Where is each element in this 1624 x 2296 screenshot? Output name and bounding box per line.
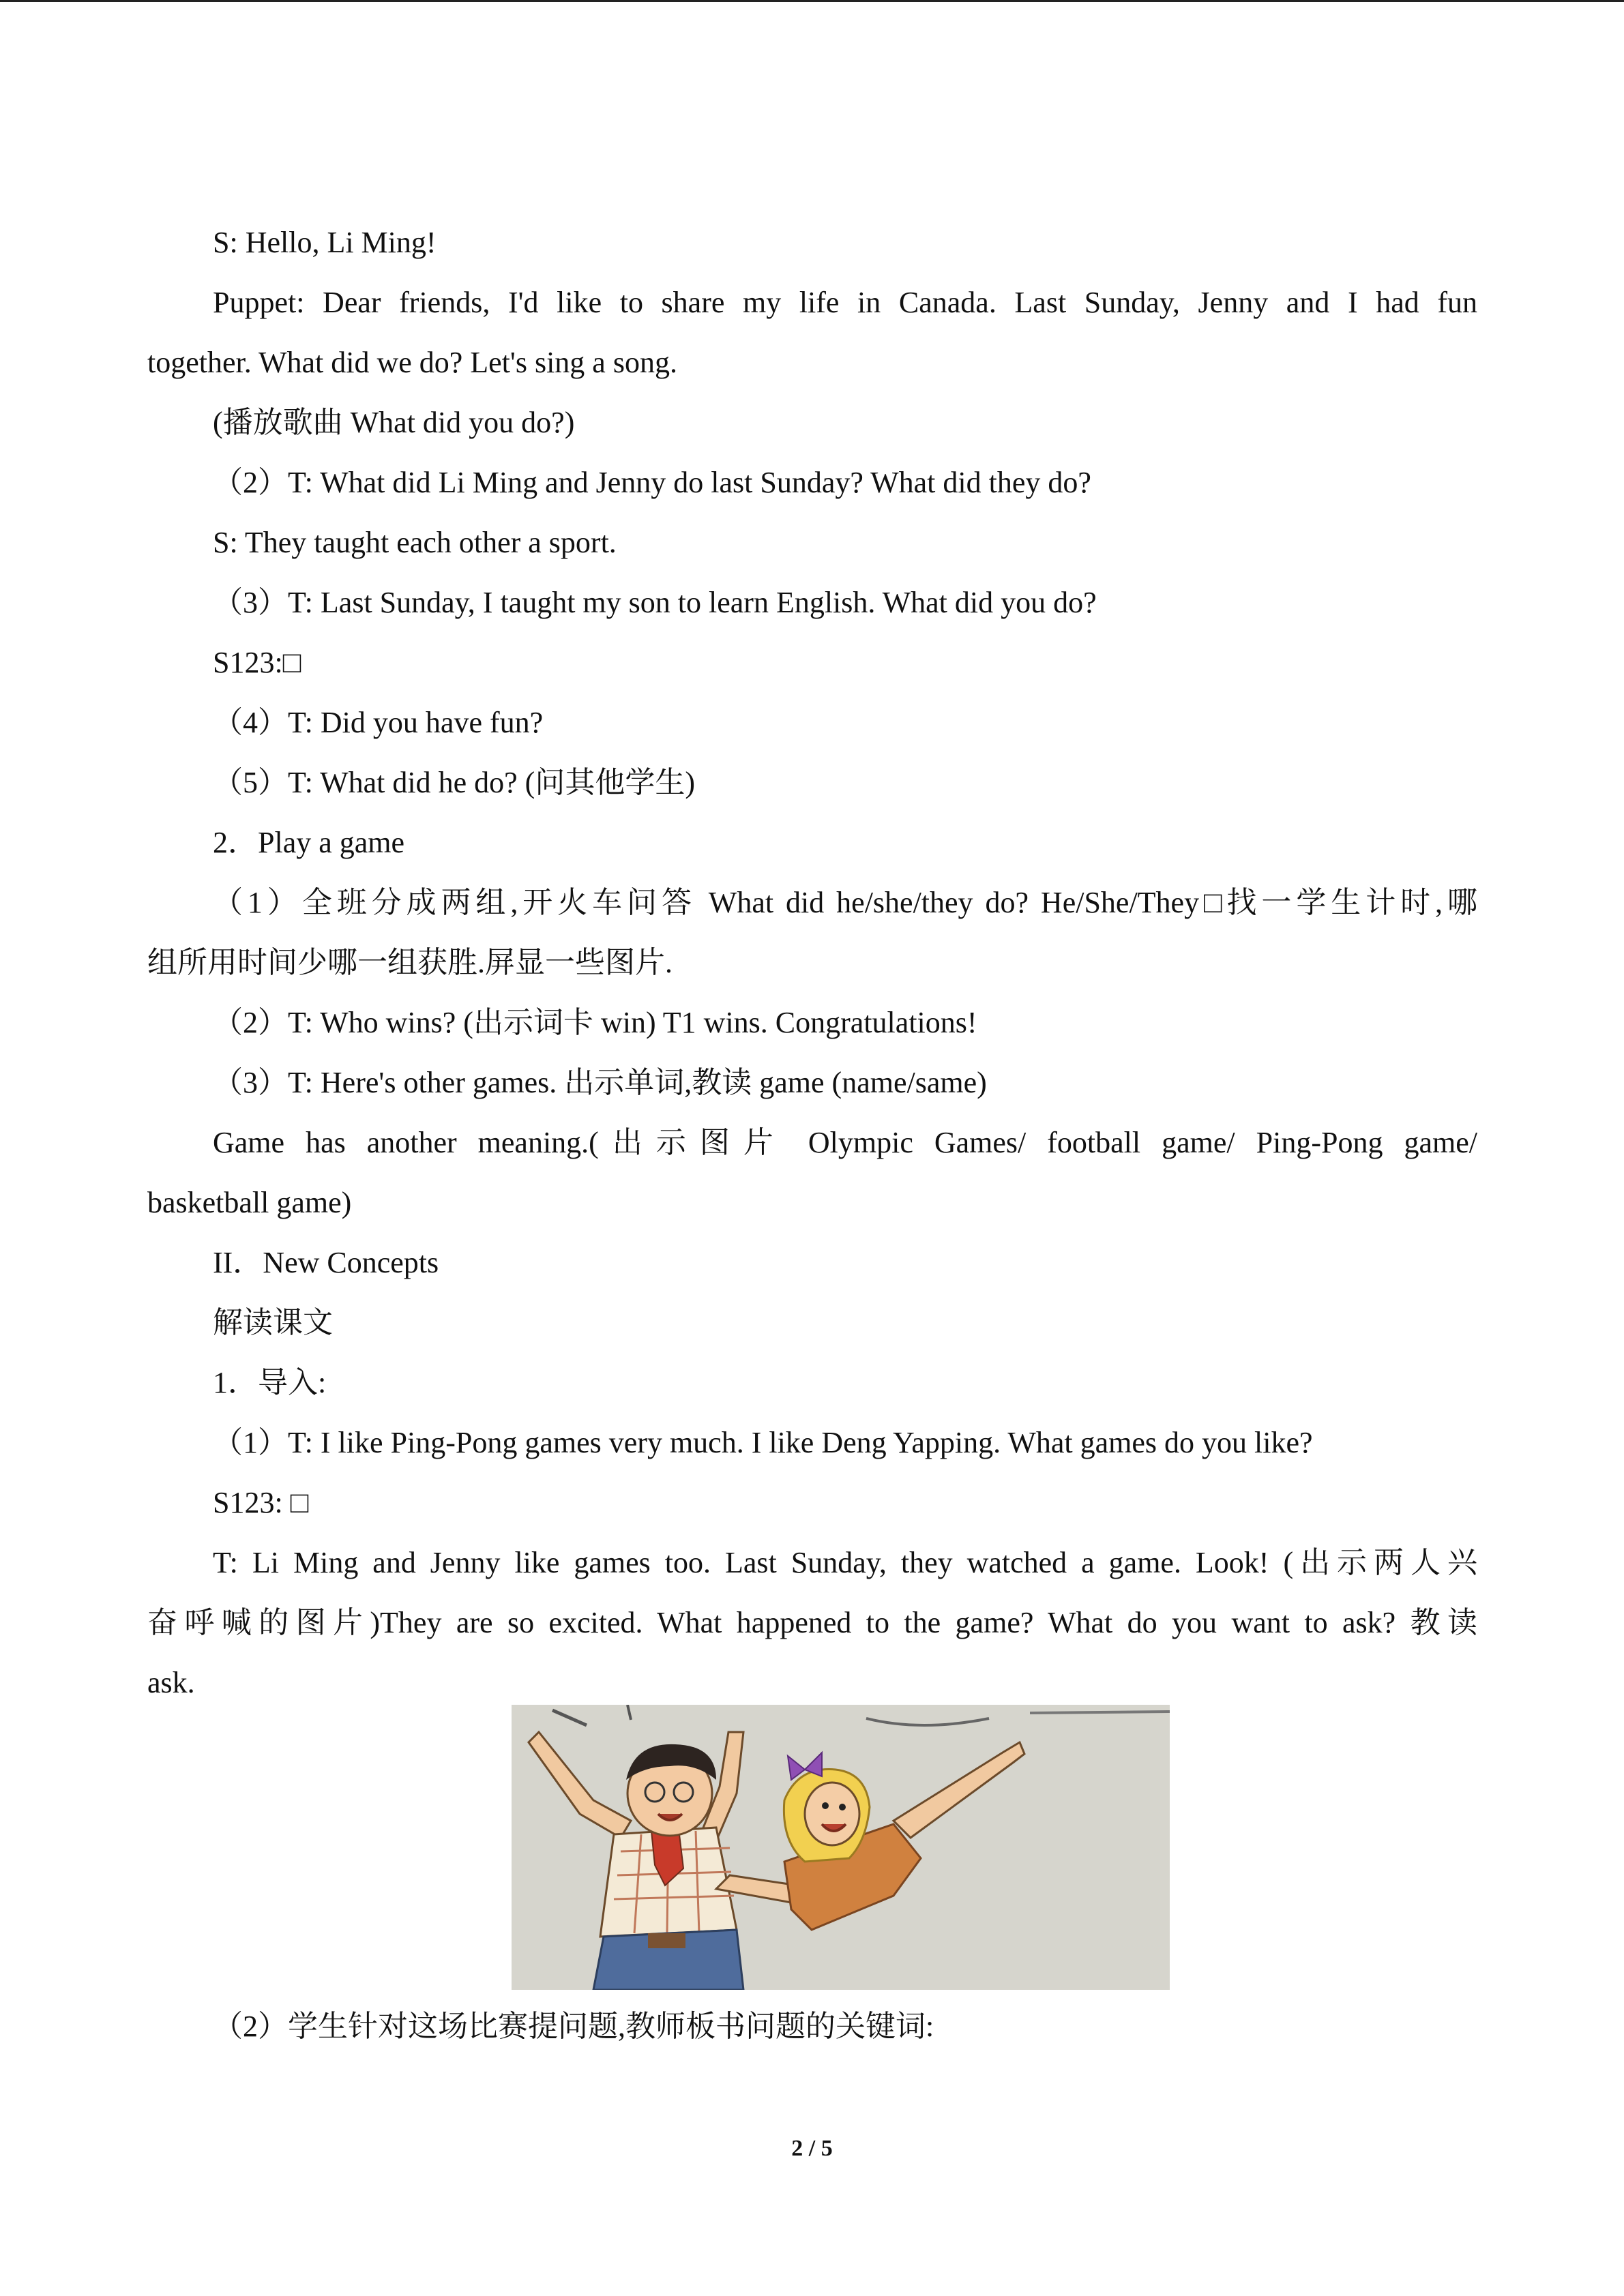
paragraph-line: ask. — [147, 1666, 195, 1699]
paragraph-line: S123: □ — [213, 1486, 309, 1519]
paragraph-line: together. What did we do? Let's sing a song. — [147, 346, 677, 379]
paragraph-line: （3）T: Last Sunday, I taught my son to learn English. What did you do? — [213, 586, 1097, 619]
section-heading: 2．Play a game — [213, 826, 405, 859]
illustration-excited-children — [512, 1705, 1170, 1990]
paragraph-line: （2）T: Who wins? (出示词卡 win) T1 wins. Congratulations! — [213, 1006, 977, 1039]
page-number: 2 / 5 — [791, 2136, 833, 2161]
paragraph-line: 奋呼喊的图片)They are so excited. What happened to the game? What do you want to ask? 教读 — [147, 1606, 1477, 1639]
illustration-drawing — [512, 1705, 1170, 1990]
paragraph-line: S123:□ — [213, 646, 301, 679]
paragraph-line: （3）T: Here's other games. 出示单词,教读 game (name/same) — [213, 1066, 987, 1099]
section-heading: II．New Concepts — [213, 1246, 439, 1279]
dialogue-line: S: Hello, Li Ming! — [213, 226, 437, 259]
paragraph-line: basketball game) — [147, 1186, 352, 1219]
paragraph-line: （1）T: I like Ping-Pong games very much. I like Deng Yapping. What games do you like? — [213, 1426, 1313, 1459]
paragraph-line: （4）T: Did you have fun? — [213, 706, 544, 739]
paragraph-line: Puppet: Dear friends, I'd like to share my life in Canada. Last Sunday, Jenny and I had fun — [213, 286, 1477, 319]
paragraph-line: Game has another meaning.(出示图片 Olympic Games/ football game/ Ping-Pong game/ — [213, 1126, 1477, 1159]
paragraph-line: T: Li Ming and Jenny like games too. Last Sunday, they watched a game. Look! (出示两人兴 — [213, 1546, 1477, 1579]
paragraph-line: (播放歌曲 What did you do?) — [213, 406, 575, 439]
paragraph-line: （1）全班分成两组,开火车问答 What did he/she/they do? He/She/They□找一学生计时,哪 — [213, 886, 1477, 919]
paragraph-line: S: They taught each other a sport. — [213, 526, 617, 559]
paragraph-line: （2）学生针对这场比赛提问题,教师板书问题的关键词: — [213, 2010, 934, 2043]
document-body-continued — [147, 1997, 1477, 2057]
paragraph-line: 1．导入: — [213, 1366, 327, 1399]
subsection-heading: 解读课文 — [213, 1306, 333, 1339]
paragraph-line: （5）T: What did he do? (问其他学生) — [213, 766, 695, 799]
paragraph-line: 组所用时间少哪一组获胜.屏显一些图片. — [147, 946, 673, 979]
paragraph-line: （2）T: What did Li Ming and Jenny do last Sunday? What did they do? — [213, 466, 1091, 499]
document-body — [147, 213, 1477, 1713]
page-top-border — [0, 0, 1624, 2]
